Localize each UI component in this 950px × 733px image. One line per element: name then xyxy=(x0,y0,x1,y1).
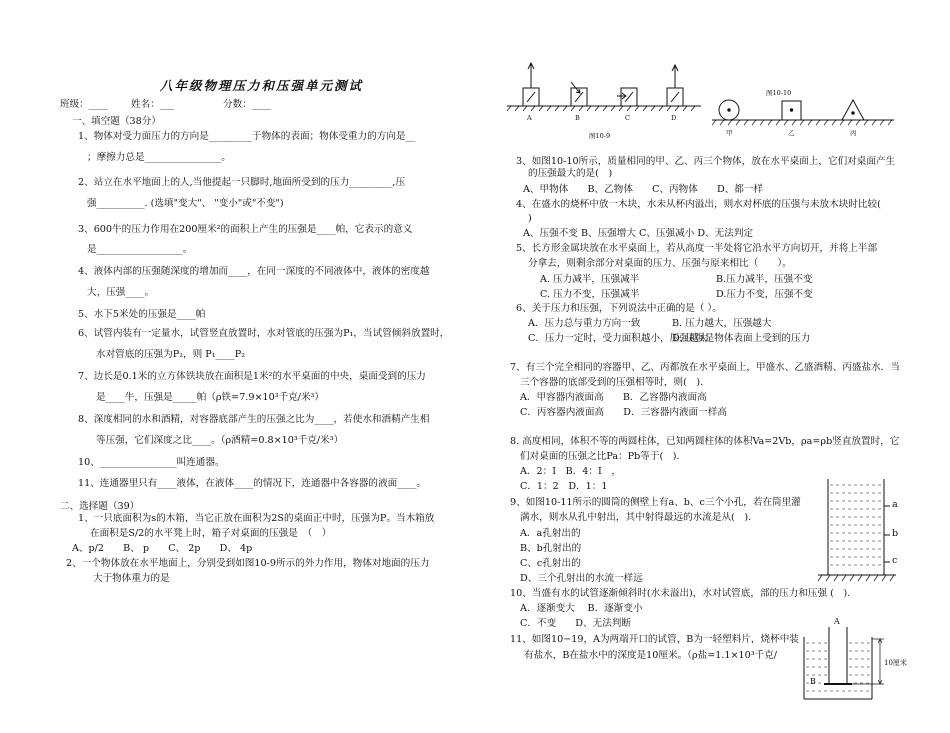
r7-options-ab: A．甲容器内液面高 B．乙容器内液面高 xyxy=(520,392,707,403)
q11: 11、连通器里只有____液体，在液体____的情况下，连通器中各容器的液面____。 xyxy=(78,478,426,489)
fig109-label-a: A xyxy=(527,114,532,122)
r9-option-c: C、c孔射出的 xyxy=(520,558,581,569)
fig109-label-c: C xyxy=(625,114,630,122)
q5: 5、水下5米处的压强是____帕 xyxy=(78,309,206,320)
r6-option-c: C．压力一定时，受力面积越小，压强越大 xyxy=(528,333,709,344)
r8-line1: 8. 高度相同，体积不等的两圆柱体，已知两圆柱体的体积Va=2Vb，ρa=ρb竖直放置时，它 xyxy=(510,436,900,447)
q2-line1: 2、站立在水平地面上的人,当他提起一只脚时,地面所受到的压力_________,压 xyxy=(78,177,406,188)
r4-options: A、压强不变 B、压强增大 C、压强减小 D、无法判定 xyxy=(523,228,754,239)
c2-line1: 2、一个物体放在水平地面上，分别受到如图10-9所示的外力作用，物体对地面的压力 xyxy=(66,558,430,569)
figure-10-9 xyxy=(505,58,703,140)
q6-line2: 水对管底的压强为P₂，则 P₁____P₂ xyxy=(96,349,246,360)
fig1019-label-a: A xyxy=(834,617,840,626)
name-field: 姓名：___ xyxy=(131,99,175,110)
r5-option-b: B.压力减半，压强不变 xyxy=(716,274,813,285)
q4-line2: 大，压强____。 xyxy=(87,287,155,298)
figure-10-19 xyxy=(796,617,916,705)
r10-options-cd: C．不变 D、无法判断 xyxy=(520,618,631,629)
fig1019-depth: 10厘米 xyxy=(884,659,907,667)
figure-10-10 xyxy=(712,86,894,136)
r11-line2: 有盐水，B在盐水中的深度是10厘米。（ρ盐=1.1×10³千克/ xyxy=(524,650,777,661)
r10-line1: 10、当盛有水的试管逐渐倾斜时(水未溢出)，水对试管底，部的压力和压强 ( ). xyxy=(510,588,851,599)
r5-line2: 分拿去，则剩余部分对桌面的压力、压强与原来相比（ ）。 xyxy=(528,258,792,269)
section-fill-blank: 一、填空题（38分） xyxy=(72,116,161,127)
r8-line2: 们对桌面的压强之比Pa：Pb等于( ). xyxy=(520,451,680,462)
score-field: 分数：____ xyxy=(223,99,271,110)
q2-line2: 强__________. (选填"变大"、 "变小"或"不变") xyxy=(87,198,284,209)
r5-option-c: C. 压力不变，压强减半 xyxy=(540,289,640,300)
q3-line2: 是__________________。 xyxy=(87,244,193,255)
q10: 10、________________叫连通器。 xyxy=(78,457,225,468)
r9-line2: 满水，则水从孔中射出，其中射得最远的水流是从( ). xyxy=(520,512,752,523)
r3-options: A、甲物体 B、乙物体 C、丙物体 D、都一样 xyxy=(523,184,764,195)
r8-options-ab: A．2：I B．4：I ， xyxy=(520,466,621,477)
q1-line1: 1、物体对受力面压力的方向是_________于物体的表面；物体受重力的方向是__ xyxy=(78,131,416,142)
r8-options-cd: C．1：2 D．1：1 xyxy=(520,481,608,492)
r5-option-a: A. 压力减半，压强减半 xyxy=(540,274,640,285)
c1-options: A、p/2 B、 p C、 2p D、 4p xyxy=(72,543,253,554)
figure-10-11 xyxy=(816,475,908,587)
fig1010-caption: 图10-10 xyxy=(766,89,792,97)
fig1010-label-yi: 乙 xyxy=(788,129,795,137)
r5-line1: 5、长方形金属块放在水平桌面上，若从高度一半处将它沿水平方向切开，并将上半部 xyxy=(516,243,878,254)
fig1011-hole-c: c xyxy=(892,555,898,566)
r9-option-d: D、三个孔射出的水流一样远 xyxy=(520,573,643,584)
r9-option-a: A．a孔射出的 xyxy=(520,528,581,539)
fig1019-label-b: B xyxy=(810,677,816,686)
r6-option-d: D. 压强是物体表面上受到的压力 xyxy=(672,333,811,344)
fig1011-hole-a: a xyxy=(892,499,898,510)
q3-line1: 3、600牛的压力作用在200厘米²的面积上产生的压强是____帕，它表示的意义 xyxy=(78,224,413,235)
r7-line2: 三个容器的底部受到的压强相等时，则( ). xyxy=(520,377,704,388)
r7-line1: 7、有三个完全相同的容器甲、乙、丙都放在水平桌面上，甲盛水、乙盛酒精、丙盛盐水．当 xyxy=(510,362,900,373)
section-choice: 二、选择题（39） xyxy=(60,501,140,512)
q1-line2: ；摩擦力总是________________。 xyxy=(87,152,231,163)
fig109-label-d: D xyxy=(671,114,677,122)
r3-line1: 3、如图10-10所示，质量相同的甲、乙、丙三个物体，放在水平桌面上，它们对桌面产生 xyxy=(516,156,896,167)
r6: 6、关于压力和压强，下列说法中正确的是（ ）。 xyxy=(516,303,722,314)
r7-options-cd: C．丙容器内液面高 D．三容器内液面一样高 xyxy=(520,407,727,418)
r4-line2: ) xyxy=(528,213,532,224)
q4-line1: 4、液体内部的压强随深度的增加而____，在同一深度的不同液体中，液体的密度越 xyxy=(78,266,430,277)
page-title: 八年级物理压力和压强单元测试 xyxy=(160,78,364,93)
q8-line1: 8、深度相同的水和酒精，对容器底部产生的压强之比为____，若使水和酒精产生相 xyxy=(78,414,430,425)
r6-option-a: A．压力总与重力方向一致 xyxy=(528,318,641,329)
r6-option-b: B. 压力越大，压强越大 xyxy=(672,318,772,329)
c2-line2: 大于物体重力的是 xyxy=(93,573,170,584)
q6-line1: 6、试管内装有一定量水，试管竖直放置时，水对管底的压强为P₁，当试管倾斜放置时， xyxy=(78,328,450,339)
c1-line1: 1、一只底面积为s的木箱，当它正放在面积为2S的桌面正中时，压强为P。当木箱放 xyxy=(78,513,435,524)
fig1011-hole-b: b xyxy=(892,528,899,539)
r9-option-b: B、b孔射出的 xyxy=(520,543,582,554)
c1-line2: 在面积是S/2的水平凳上时，箱子对桌面的压强是 （ ） xyxy=(90,528,332,539)
q7-line1: 7、边长是0.1米的立方体铁块放在面积是1米²的水平桌面的中央，桌面受到的压力 xyxy=(78,371,426,382)
r5-option-d: D.压力不变，压强不变 xyxy=(716,289,813,300)
class-field: 班级：____ xyxy=(60,99,108,110)
q7-line2: 是____牛，压强是_____帕（ρ铁=7.9×10³千克/米³） xyxy=(96,392,324,403)
fig109-label-b: B xyxy=(575,114,580,122)
r10-options-ab: A．逐渐变大 B．逐渐变小 xyxy=(520,603,643,614)
fig1010-label-jia: 甲 xyxy=(726,129,733,137)
r9-line1: 9、如图10-11所示的圆筒的侧壁上有a、b、c三个小孔，若在筒里灌 xyxy=(510,497,801,508)
r4-line1: 4、在盛水的烧杯中放一木块，水未从杯内溢出，则水对杯底的压强与未放木块时比较( xyxy=(516,199,881,210)
r11-line1: 11、如图10−19，A为两端开口的试管，B为一轻塑料片，烧杯中装 xyxy=(510,634,799,645)
fig109-caption: 图10-9 xyxy=(589,132,611,140)
r3-line2: 的压强最大的是( ) xyxy=(528,168,613,179)
q8-line2: 等压强，它们深度之比____。（ρ酒精=0.8×10³千克/米³） xyxy=(96,435,344,446)
fig1010-label-bing: 丙 xyxy=(850,129,857,137)
